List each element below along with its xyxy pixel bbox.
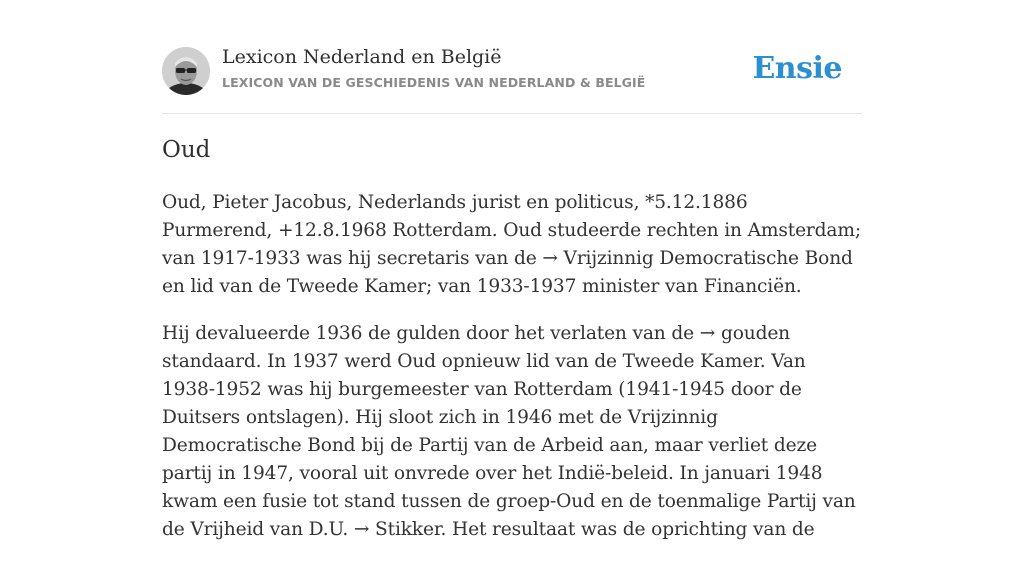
site-header xyxy=(162,0,862,114)
article-body xyxy=(162,189,862,563)
page-title: Oud xyxy=(162,137,211,163)
author-portrait-icon xyxy=(162,47,210,95)
page-container xyxy=(162,0,862,540)
article-paragraph: Hij devalueerde 1936 de gulden door het verlaten van de → gouden standaard. In 1937 werd Oud opnieuw lid van de Tweede Kamer. Van 1938-1952 was hij burgemeester van Rotterdam (1941-1945 door de Duitsers ontslagen). Hij sloot zich in 1946 met de Vrijzinnig Democratische Bond bij de Partij van de Arbeid aan, maar verliet deze partij in 1947, vooral uit onvrede over het Indië-beleid. In januari 1948 kwam een fusie tot stand tussen de groep-Oud en de toenmalige Partij van de Vrijheid van D.U. → Stikker. Het resultaat was de oprichting van de xyxy=(162,323,856,540)
site-subtitle: LEXICON VAN DE GESCHIEDENIS VAN NEDERLAND & BELGIË xyxy=(222,75,646,90)
ensie-logo[interactable]: Ensie xyxy=(752,51,842,86)
article-paragraph: Oud, Pieter Jacobus, Nederlands jurist en politicus, *5.12.1886 Purmerend, +12.8.1968 Rotterdam. Oud studeerde rechten in Amsterdam; van 1917-1933 was hij secretaris van de → Vrijzinnig Democratische Bond en lid van de Tweede Kamer; van 1933-1937 minister van Financiën. xyxy=(162,192,861,297)
avatar[interactable] xyxy=(162,47,210,95)
site-title[interactable]: Lexicon Nederland en België xyxy=(222,46,502,68)
